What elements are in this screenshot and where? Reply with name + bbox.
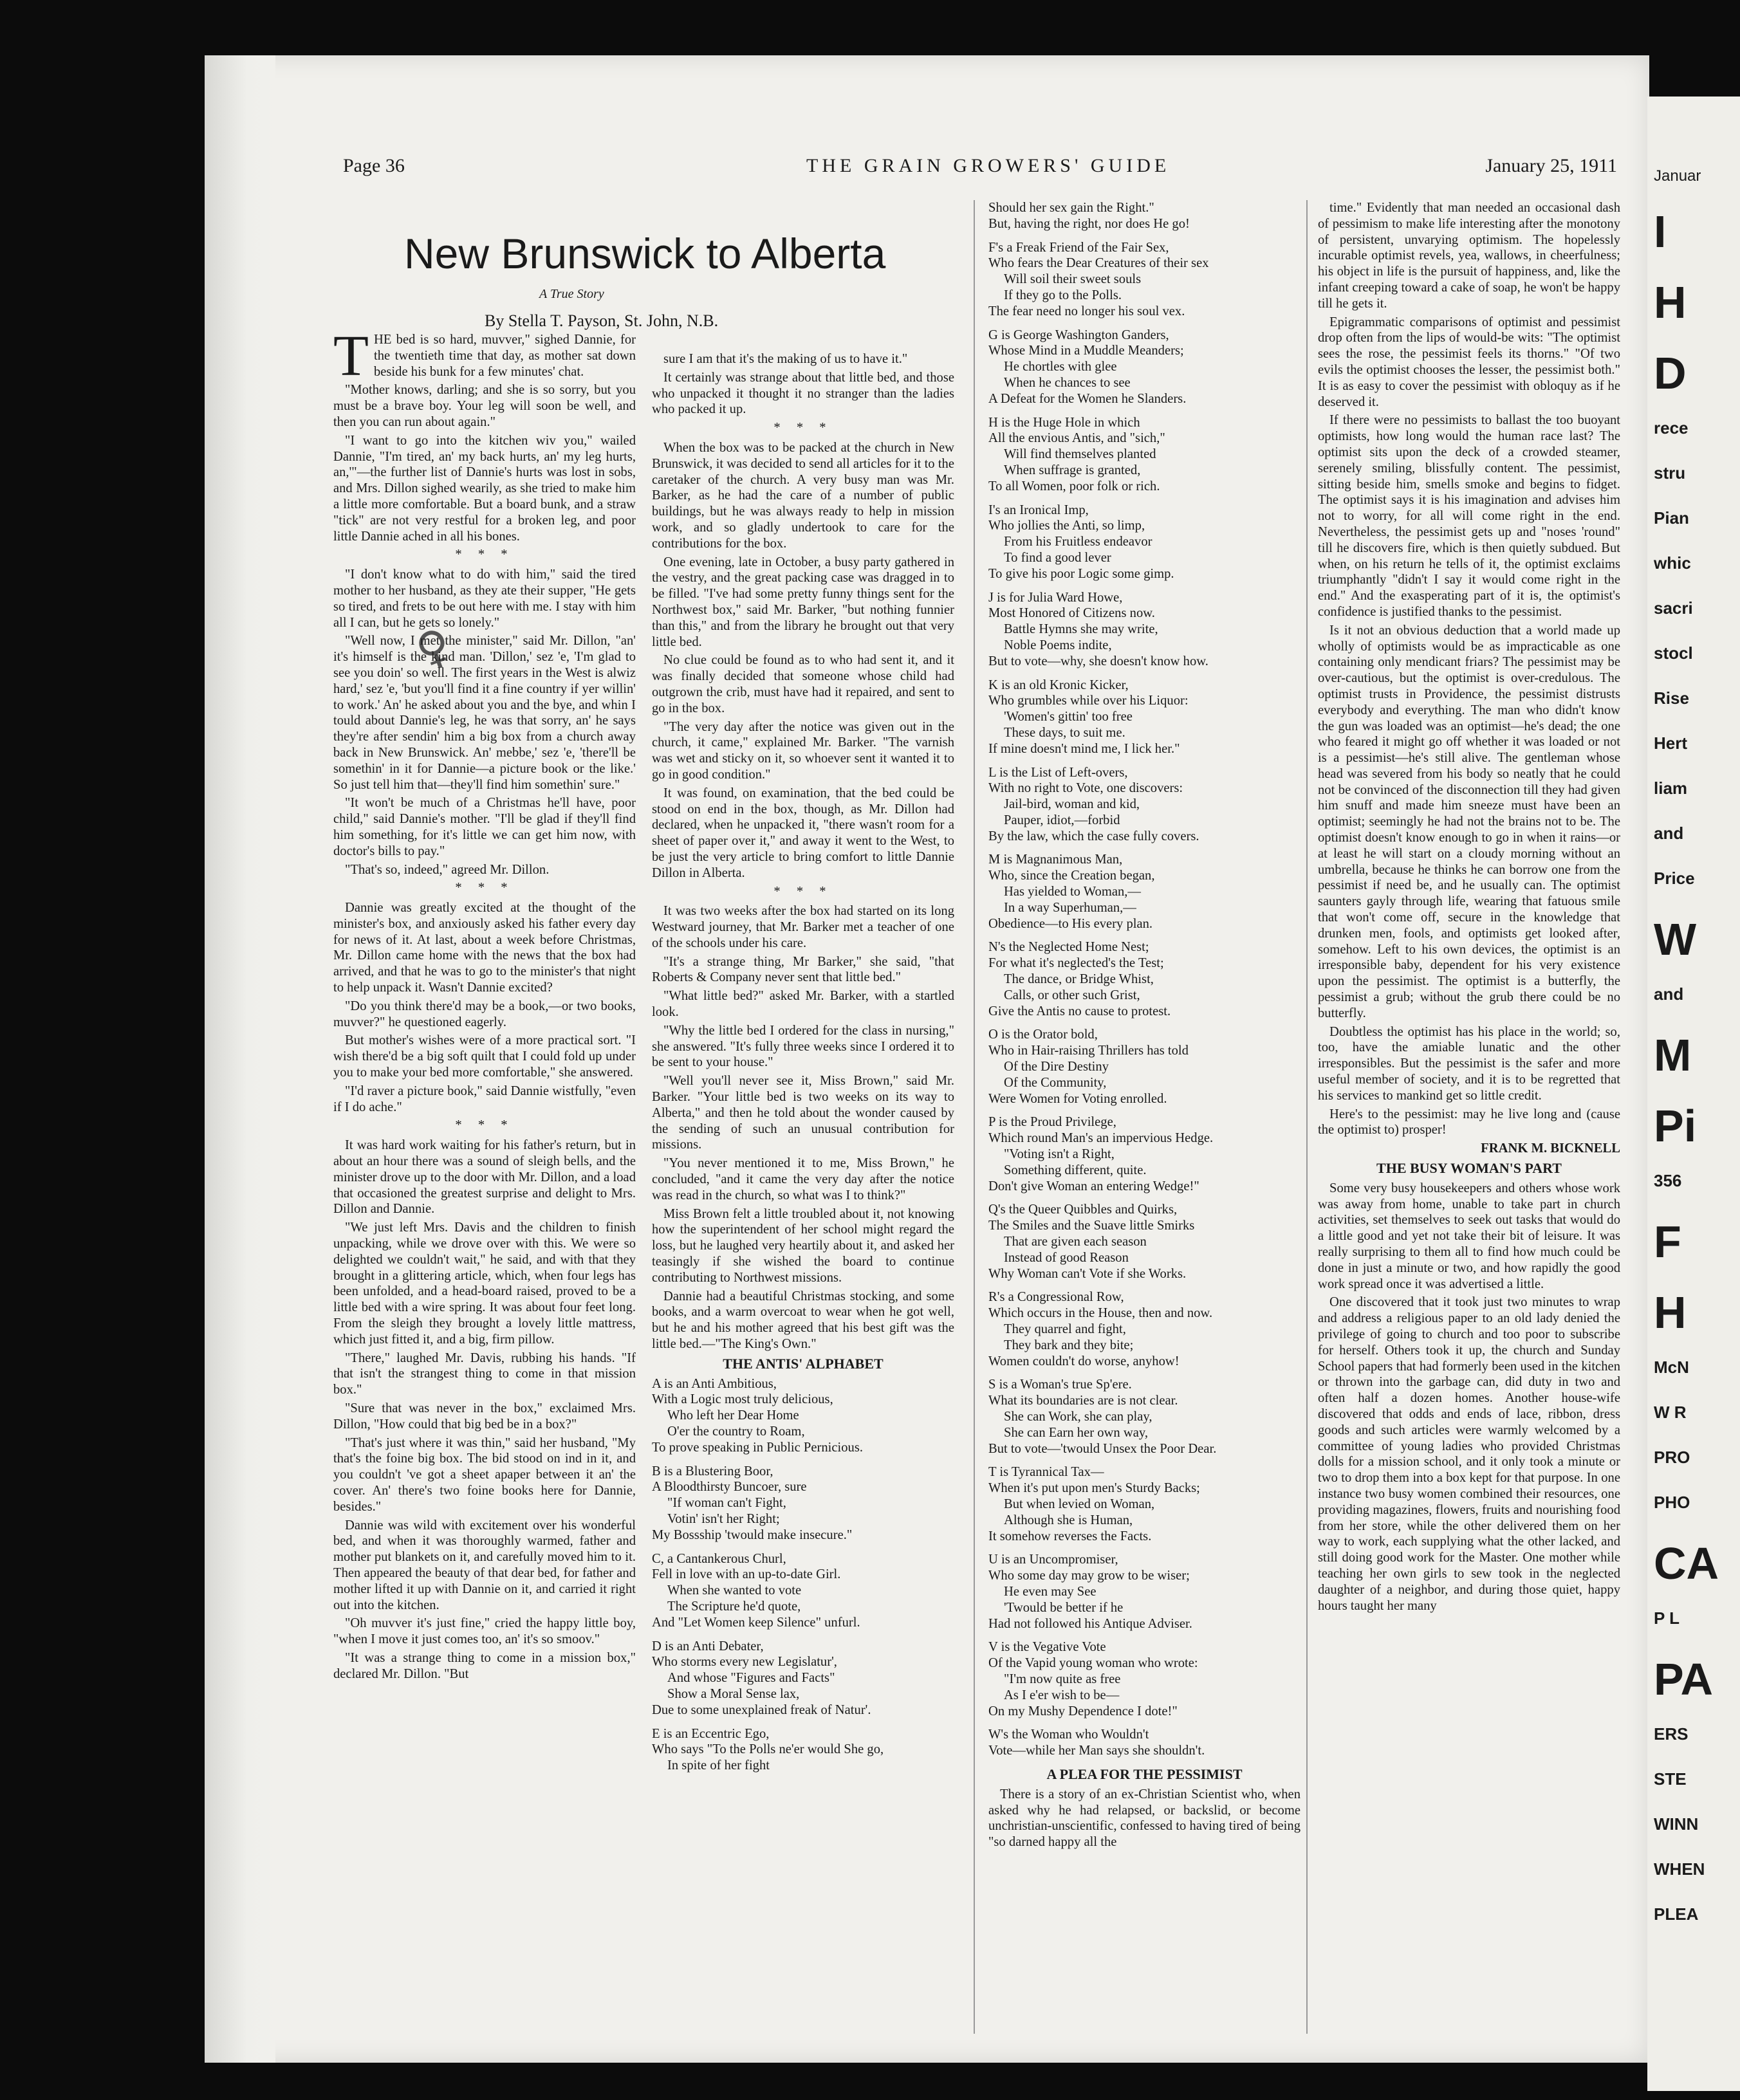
adjacent-page-text: PHO bbox=[1654, 1493, 1690, 1512]
poem-line: Pauper, idiot,—forbid bbox=[1004, 813, 1120, 827]
poem-line: A Defeat for the Women he Slanders. bbox=[988, 391, 1187, 406]
poem-line: What its boundaries are is not clear. bbox=[988, 1394, 1178, 1408]
adjacent-page-text: and bbox=[1654, 984, 1684, 1004]
adjacent-page-text: Hert bbox=[1654, 733, 1688, 753]
adjacent-page-text: sacri bbox=[1654, 598, 1693, 618]
paragraph: But mother's wishes were of a more practical sort. "I wish there'd be a big soft quilt that I could fold up under you to make your bed more comfortable," she answered. bbox=[333, 1033, 636, 1080]
poem-line: Which occurs in the House, then and now. bbox=[988, 1306, 1213, 1321]
poem-line: The fear need no longer his soul vex. bbox=[988, 304, 1185, 318]
poem-stanza bbox=[988, 1289, 1300, 1369]
poem-line: And "Let Women keep Silence" unfurl. bbox=[652, 1615, 860, 1630]
poem-line: If mine doesn't mind me, I lick her." bbox=[988, 741, 1180, 756]
poem-line: For what it's neglected's the Test; bbox=[988, 956, 1164, 971]
paragraph: sure I am that it's the making of us to have it." bbox=[663, 352, 908, 366]
adjacent-page-text: and bbox=[1654, 824, 1684, 843]
poem-line: Who storms every new Legislatur', bbox=[652, 1655, 837, 1670]
poem-line: My Bossship 'twould make insecure." bbox=[652, 1527, 853, 1542]
adjacent-page-text: Pian bbox=[1654, 508, 1689, 528]
poem-line: To prove speaking in Public Pernicious. bbox=[652, 1440, 864, 1455]
paragraph: "Sure that was never in the box," exclaimed Mrs. Dillon, "How could that big bed be in a box?" bbox=[333, 1401, 636, 1432]
poem-line: C, a Cantankerous Churl, bbox=[652, 1551, 786, 1566]
poem-line: D is an Anti Debater, bbox=[652, 1639, 764, 1653]
paragraph: It was found, on examination, that the bed could be stood on end in the box, though, as Mr. Dillon had declared, when he unpacked it, "there wasn't room for a sheet of paper over it," and away it went to the West, to be just the very article to bring comfort to little Dannie Dillon in Alberta. bbox=[652, 786, 954, 880]
poem-line: W's the Woman who Wouldn't bbox=[988, 1727, 1149, 1742]
poem-stanza bbox=[652, 1551, 954, 1631]
poem-stanza bbox=[988, 939, 1300, 1019]
poem-line: S is a Woman's true Sp'ere. bbox=[988, 1377, 1132, 1392]
paragraph: There is a story of an ex-Christian Scientist who, when asked why he had relapsed, or backslid, or become unchristian-unscientific, confessed to having tired of being "so darned happy all the bbox=[988, 1787, 1300, 1850]
poem-line: G is George Washington Ganders, bbox=[988, 327, 1169, 342]
poem-line: As I e'er wish to be— bbox=[1004, 1688, 1120, 1702]
paragraph: "What little bed?" asked Mr. Barker, with a startled look. bbox=[652, 989, 954, 1020]
paragraph: One evening, late in October, a busy party gathered in the vestry, and the great packing case was dragged in to be filled. "I've had some pretty funny things sent for the Northwest box," said Mr. Barker, "but nothing funnier than this," and from the library he brought out that very little bed. bbox=[652, 555, 954, 649]
poem-line: When he chances to see bbox=[1004, 375, 1131, 390]
poem-line: In a way Superhuman,— bbox=[1004, 900, 1136, 915]
poem-stanza bbox=[988, 677, 1300, 757]
poem-line: Who some day may grow to be wiser; bbox=[988, 1569, 1190, 1583]
paragraph: Doubtless the optimist has his place in the world; so, too, have the amiable lunatic and the other irresponsibles. But the pessimist is the safer and more useful member of society, and it is to be regretted that his services to mankind get so little credit. bbox=[1318, 1024, 1620, 1103]
paragraph: "Why the little bed I ordered for the class in nursing," she answered. "It's fully three weeks since I ordered it to be sent to your house." bbox=[652, 1023, 954, 1070]
poem-line: Who fears the Dear Creatures of their sex bbox=[988, 256, 1209, 271]
poem-stanza bbox=[652, 1376, 954, 1456]
poem-stanza bbox=[988, 1639, 1300, 1719]
paragraph: * * * bbox=[455, 548, 514, 562]
poem-line: Who jollies the Anti, so limp, bbox=[988, 519, 1145, 533]
poem-line: Should her sex gain the Right." bbox=[988, 201, 1154, 215]
poem-line: When she wanted to vote bbox=[667, 1583, 802, 1598]
poem-line: I's an Ironical Imp, bbox=[988, 502, 1089, 517]
poem-line: Although she is Human, bbox=[1004, 1513, 1133, 1527]
poem-stanza bbox=[988, 852, 1300, 932]
poem-line: She can Earn her own way, bbox=[1004, 1425, 1148, 1440]
adjacent-page-text: W bbox=[1654, 914, 1697, 964]
poem-line: But when levied on Woman, bbox=[1004, 1497, 1155, 1511]
page-header bbox=[343, 155, 1617, 194]
poem-line: That are given each season bbox=[1004, 1235, 1147, 1249]
paragraph: Epigrammatic comparisons of optimist and pessimist drop often from the lips of would-be wits: "The optimist sees the rose, the pessimist feels its thorns." "Of two evils the optimist chooses the lesser, the pessimist both." It is as easy to cover the pessimist with obloquy as if he deserved it. bbox=[1318, 315, 1620, 409]
adjacent-page-text: W R bbox=[1654, 1403, 1687, 1422]
poem-stanza bbox=[988, 1552, 1300, 1632]
poem-line: She can Work, she can play, bbox=[1004, 1409, 1152, 1424]
paragraph: time." Evidently that man needed an occasional dash of pessimism to make life interesting after the monotony of persistent, unvarying optimism. The hopelessly incurable optimist revels, yea, wallows, in cheerfulness; his object in life is the pursuit of happiness, and, like the infant creeping toward a cake of soap, he won't be happy till he gets it. bbox=[1318, 201, 1620, 311]
column-1 bbox=[333, 332, 636, 1685]
paragraph: * * * bbox=[773, 421, 833, 436]
adjacent-page-text: CA bbox=[1654, 1538, 1719, 1589]
adjacent-page-text: PA bbox=[1654, 1654, 1714, 1704]
adjacent-page-text: STE bbox=[1654, 1769, 1687, 1789]
margin-handwritten-mark: ♀ bbox=[409, 617, 458, 679]
adjacent-page-text: whic bbox=[1654, 553, 1691, 573]
paragraph: "Well now, I met the minister," said Mr. Dillon, "an' it's himself is the kind man. 'Dillon,' sez 'e, 'I'm glad to see you doin' so well. The first years in the West is alwiz hard,' sez 'e, 'but you'll find it a fine country if yer willin' to work.' An' he asked about you and the bye, and whin I tould about Dannie's leg, he was that sorry, an' he says they're after sendin' him a big box from a church away back in New Brunswick. An' mebbe,' sez 'e, 'there'll be somethin' in it for Dannie—a picture book or the like.' So just tell him that—they'll find him somethin' sure." bbox=[333, 634, 636, 792]
paragraph: "The very day after the notice was given out in the church, it came," explained Mr. Barker. "The varnish was wet and sticky on it, so whoever sent it wanted it to go in good condition." bbox=[652, 719, 954, 782]
poem-line: Were Women for Voting enrolled. bbox=[988, 1091, 1167, 1106]
poem-line: V is the Vegative Vote bbox=[988, 1640, 1106, 1655]
paragraph: "It's a strange thing, Mr Barker," she said, "that Roberts & Company never sent that little bed." bbox=[652, 954, 954, 985]
paragraph: No clue could be found as to who had sent it, and it was finally decided that someone whose child had outgrown the crib, must have had it repaired, and sent to go in the box. bbox=[652, 653, 954, 715]
pessimist-plea-heading: A PLEA FOR THE PESSIMIST bbox=[1046, 1765, 1243, 1782]
column-2 bbox=[652, 351, 954, 1782]
paragraph: * * * bbox=[773, 884, 833, 899]
adjacent-page-text: WINN bbox=[1654, 1814, 1699, 1834]
poem-stanza bbox=[652, 1464, 954, 1543]
poem-line: "If woman can't Fight, bbox=[667, 1496, 786, 1511]
paragraph: Dannie had a beautiful Christmas stocking, and some books, and a warm overcoat to wear when he got well, but he and his mother agreed that his best gift was the little bed.—"The King's Own." bbox=[652, 1289, 954, 1352]
poem-line: But, having the right, nor does He go! bbox=[988, 216, 1190, 231]
poem-stanza bbox=[652, 1726, 954, 1774]
poem-line: To all Women, poor folk or rich. bbox=[988, 479, 1160, 493]
poem-line: F's a Freak Friend of the Fair Sex, bbox=[988, 240, 1169, 255]
paragraph: "We just left Mrs. Davis and the children to finish unpacking, while we drove over with this. We were so delighted we couldn't wait," he said, and with that they brought in a glittering article, which, when four legs has been unfolded, and a head-board raised, proved to be a little bed with a wire spring. It was about four feet long. From the sleigh they brought a lovely little mattress, which just fitted it, and a big, firm pillow. bbox=[333, 1220, 636, 1347]
poem-line: 'Twould be better if he bbox=[1004, 1600, 1124, 1615]
paragraph: One discovered that it took just two minutes to wrap and address a religious paper to an old lady denied the privilege of going to church and too poor to subscribe for herself. Others took it up, the church and Sunday School papers that had formerly been used in the kitchen or thrown into the garbage can, did duty in two and often half a dozen homes. Another house-wife discovered that odds and ends of lace, ribbon, dress goods and such articles were warmly welcomed by a committee of young ladies who provided Christmas dolls for a mission school, and it only took a minute or two to drop them into a box kept for that purpose. In one instance two busy women combined their resources, one providing magazines, flowers, fruits and nourishing food from her store, while the other delivered them on her way to work, each supplying what the other lacked, and still doing good work for the Master. One mother while teaching her own girls to sew took in the neglected daughter of a neighbor, and during those quiet, happy hours taught her many bbox=[1318, 1295, 1620, 1613]
poem-stanza bbox=[988, 502, 1300, 582]
poem-line: E is an Eccentric Ego, bbox=[652, 1726, 770, 1741]
adjacent-page-fragment bbox=[1647, 97, 1740, 2091]
paragraph: It certainly was strange about that little bed, and those who unpacked it thought it no stranger than the ladies who packed it up. bbox=[652, 370, 954, 417]
page-number: Page 36 bbox=[343, 155, 405, 176]
poem-line: Give the Antis no cause to protest. bbox=[988, 1004, 1171, 1018]
adjacent-page-text: I bbox=[1654, 207, 1667, 257]
poem-line: Had not followed his Antique Adviser. bbox=[988, 1616, 1192, 1631]
poem-line: M is Magnanimous Man, bbox=[988, 852, 1123, 867]
adjacent-page-text: Rise bbox=[1654, 688, 1689, 708]
adjacent-page-header: Januar bbox=[1654, 167, 1701, 185]
poem-stanza bbox=[988, 200, 1300, 232]
poem-line: Battle Hymns she may write, bbox=[1004, 622, 1158, 637]
poem-line: From his Fruitless endeavor bbox=[1004, 535, 1152, 549]
adjacent-page-text: H bbox=[1654, 277, 1687, 327]
poem-line: If they go to the Polls. bbox=[1004, 288, 1122, 302]
poem-line: Jail-bird, woman and kid, bbox=[1004, 797, 1140, 812]
publication-name: THE GRAIN GROWERS' GUIDE bbox=[806, 155, 1171, 176]
paragraph: "Well you'll never see it, Miss Brown," said Mr. Barker. "Your little bed is two weeks on its way to Alberta," and then he told about the wonder caused by the sending of such an unusual contribution for missions. bbox=[652, 1074, 954, 1152]
paragraph: Is it not an obvious deduction that a world made up wholly of optimists would be as impracticable as one containing only mendicant friars? The pessimist may be over-cautious, but the optimist is over-credulous. The optimist trusts in Providence, the pessimist distrusts everybody and everything. The man who didn't know the gun was loaded was an optimist—he's dead; the one who feared it might go off whether it was loaded or not is a pessimist—he's still alive. The gentleman whose head was severed from his body so neatly that he could not be convinced of the disconnection till they had given him snuff and made him sneeze must have been an optimist; seemingly he had not the brains not to be. The optimist doesn't know enough to go in when it rains—or at least he will start on a cloudy morning without an umbrella, because he thinks he can borrow one from the pessimist if need be, and he usually can. The optimist saunters gayly through life, wearing that fatuous smile that won't come off, secure in the knowledge that drunken men, fools, and optimists get looked after, somehow. Left to his own devices, the optimist is an irresponsible baby, dependent for his very existence upon the pessimist. The optimist is a butterfly, the pessimist a grub; without the grub there could be no butterfly. bbox=[1318, 623, 1620, 1020]
poem-line: N's the Neglected Home Nest; bbox=[988, 940, 1149, 955]
poem-line: By the law, which the case fully covers. bbox=[988, 829, 1199, 843]
adjacent-page-text: liam bbox=[1654, 778, 1688, 798]
poem-line: He even may See bbox=[1004, 1584, 1097, 1599]
poem-line: O'er the country to Roam, bbox=[667, 1424, 805, 1439]
poem-stanza bbox=[988, 327, 1300, 407]
poem-line: But to vote—why, she doesn't know how. bbox=[988, 654, 1208, 668]
poem-stanza bbox=[988, 415, 1300, 495]
poem-line: H is the Huge Hole in which bbox=[988, 415, 1140, 430]
poem-line: With no right to Vote, one discovers: bbox=[988, 781, 1183, 796]
poem-line: Of the Dire Destiny bbox=[1004, 1060, 1109, 1074]
poem-line: Who left her Dear Home bbox=[667, 1408, 799, 1423]
paragraph: When the box was to be packed at the church in New Brunswick, it was decided to send all articles for it to the caretaker of the church. A very busy man was Mr. Barker, as he had the care of a number of public buildings, but he was always ready to help in mission work, and so gladly undertook to care for the contributions for the box. bbox=[652, 440, 954, 551]
poem-stanza bbox=[988, 1464, 1300, 1544]
poem-line: Who says "To the Polls ne'er would She go, bbox=[652, 1742, 884, 1757]
poem-line: They bark and they bite; bbox=[1004, 1338, 1134, 1352]
poem-line: "I'm now quite as free bbox=[1004, 1672, 1121, 1686]
page-binding-shadow bbox=[205, 55, 275, 2063]
poem-line: Obedience—to His every plan. bbox=[988, 916, 1153, 931]
poem-stanza bbox=[988, 1377, 1300, 1457]
adjacent-page-text: D bbox=[1654, 348, 1687, 398]
story-byline: By Stella T. Payson, St. John, N.B. bbox=[485, 311, 719, 330]
paragraph: Dannie was wild with excitement over his wonderful bed, and when it was thoroughly warmed, father and mother put blankets on it, and carefully moved him to it. Then appeared the beauty of that dear bed, for father and mother lifted it up with Dannie on it, and carried it right out into the kitchen. bbox=[333, 1518, 636, 1612]
paragraph: If there were no pessimists to ballast the too buoyant optimists, how long would the human race last? The optimist sits upon the deck of a crowded steamer, serenely smiling, blissfully content. The pessimist, sitting beside him, smells smoke and begins to fidget. The optimist says it is his imagination and advises him not to worry, for all will come right in the end. Nevertheless, the pessimist gets up and "noses 'round" till he discovers fire, which is then quietly subdued. But when, on his return he tells of it, the optimist exclaims triumphantly "didn't I say it would come right in the end." And the exasperating part of it is, the optimist's confidence is justified thanks to the pessimist. bbox=[1318, 413, 1620, 619]
poem-stanza bbox=[988, 1727, 1300, 1759]
column-rule bbox=[974, 200, 975, 2034]
adjacent-page-text: rece bbox=[1654, 418, 1689, 438]
story-title: New Brunswick to Alberta bbox=[404, 230, 886, 277]
poem-line: In spite of her fight bbox=[667, 1758, 770, 1773]
poem-stanza bbox=[988, 1114, 1300, 1194]
poem-line: Don't give Woman an entering Wedge!" bbox=[988, 1179, 1199, 1193]
poem-line: "Voting isn't a Right, bbox=[1004, 1147, 1115, 1162]
poem-line: 'Women's gittin' too free bbox=[1004, 710, 1133, 724]
poem-line: Which round Man's an impervious Hedge. bbox=[988, 1131, 1214, 1146]
paragraph: Miss Brown felt a little troubled about it, not knowing how the superintendent of her school might regard the loss, but he laughed very heartily about it, and asked her teasingly if she wished the board to continue contributing to Northwest missions. bbox=[652, 1206, 954, 1285]
adjacent-page-text: stru bbox=[1654, 463, 1686, 483]
poem-line: Noble Poems indite, bbox=[1004, 638, 1112, 652]
story-subtitle: A True Story bbox=[539, 287, 604, 301]
poem-line: Instead of good Reason bbox=[1004, 1250, 1129, 1265]
poem-line: He chortles with glee bbox=[1004, 360, 1117, 374]
poem-line: Show a Moral Sense lax, bbox=[667, 1686, 800, 1701]
poem-stanza bbox=[988, 240, 1300, 320]
poem-line: Q's the Queer Quibbles and Quirks, bbox=[988, 1202, 1178, 1217]
adjacent-page-text: F bbox=[1654, 1217, 1681, 1267]
poem-line: Who, since the Creation began, bbox=[988, 869, 1155, 883]
paragraph: "I'd raver a picture book," said Dannie wistfully, "even if I do ache." bbox=[333, 1083, 636, 1114]
poem-line: Most Honored of Citizens now. bbox=[988, 606, 1155, 621]
poem-line: On my Mushy Dependence I dote!" bbox=[988, 1704, 1178, 1718]
poem-line: J is for Julia Ward Howe, bbox=[988, 590, 1123, 605]
column-4 bbox=[1318, 200, 1620, 1616]
paragraph: "Oh muvver it's just fine," cried the happy little boy, "when I move it just comes too, an' it's so smoov." bbox=[333, 1616, 636, 1647]
poem-line: The dance, or Bridge Whist, bbox=[1004, 972, 1154, 987]
poem-line: With a Logic most truly delicious, bbox=[652, 1392, 833, 1407]
adjacent-page-text: H bbox=[1654, 1287, 1687, 1338]
paragraph: Dannie was greatly excited at the thought of the minister's box, and anxiously asked his father every day for news of it. At last, about a week before Christmas, Mr. Dillon came home with the news that the box had arrived, and that he was to go to the minister's that night to help unpack it. Wasn't Dannie excited? bbox=[333, 901, 636, 995]
poem-line: Will find themselves planted bbox=[1004, 447, 1156, 462]
poem-line: L is the List of Left-overs, bbox=[988, 765, 1128, 780]
poem-line: Who in Hair-raising Thrillers has told bbox=[988, 1044, 1189, 1058]
newspaper-page bbox=[205, 55, 1649, 2063]
poem-line: R's a Congressional Row, bbox=[988, 1290, 1124, 1305]
poem-line: A is an Anti Ambitious, bbox=[652, 1376, 777, 1391]
poem-line: Something different, quite. bbox=[1004, 1163, 1147, 1177]
poem-stanza bbox=[988, 765, 1300, 845]
antis-alphabet-heading: THE ANTIS' ALPHABET bbox=[723, 1355, 884, 1372]
poem-stanza bbox=[988, 1202, 1300, 1282]
poem-line: And whose "Figures and Facts" bbox=[667, 1671, 835, 1686]
poem-line: P is the Proud Privilege, bbox=[988, 1115, 1116, 1130]
poem-line: But to vote—'twould Unsex the Poor Dear. bbox=[988, 1441, 1217, 1456]
paragraph: "I don't know what to do with him," said the tired mother to her husband, as they ate their supper, "He gets so tired, and frets to be out here with me. I stay with him all I can, but he gets so lonely." bbox=[333, 567, 636, 630]
poem-line: T is Tyrannical Tax— bbox=[988, 1465, 1104, 1480]
adjacent-page-text: Price bbox=[1654, 869, 1695, 888]
issue-date: January 25, 1911 bbox=[1485, 155, 1617, 176]
paragraph: It was hard work waiting for his father's return, but in about an hour there was a sound of sleigh bells, and the minister drove up to the door with Mr. Dillon, and a load that occasioned the greatest surprise and delight to Mrs. Dillon and Dannie. bbox=[333, 1138, 636, 1217]
paragraph: "It won't be much of a Christmas he'll have, poor child," said Dannie's mother. "I'll be glad if they'll find him something, for it's little we can get him now, with doctor's bills to pay." bbox=[333, 796, 636, 858]
paragraph: * * * bbox=[455, 881, 514, 896]
adjacent-page-text: McN bbox=[1654, 1358, 1689, 1377]
poem-line: They quarrel and fight, bbox=[1004, 1322, 1126, 1336]
poem-line: To give his poor Logic some gimp. bbox=[988, 566, 1174, 581]
paragraph: "It was a strange thing to come in a mission box," declared Mr. Dillon. "But bbox=[333, 1650, 636, 1681]
poem-line: Of the Community, bbox=[1004, 1075, 1107, 1090]
poem-line: It somehow reverses the Facts. bbox=[988, 1529, 1152, 1543]
plea-signature: FRANK M. BICKNELL bbox=[1481, 1141, 1620, 1156]
poem-line: Has yielded to Woman,— bbox=[1004, 885, 1142, 899]
poem-line: K is an old Kronic Kicker, bbox=[988, 677, 1129, 692]
poem-line: All the envious Antis, and "sich," bbox=[988, 431, 1165, 446]
paragraph: "You never mentioned it to me, Miss Brown," he concluded, "and it came the very day after the notice was read in the church, so what was I to think?" bbox=[652, 1156, 954, 1202]
story-opening: THE bed is so hard, muvver," sighed Dannie, for the twentieth time that day, as mother sat down beside his bunk for a few minutes' chat. bbox=[333, 332, 636, 388]
adjacent-page-text: PLEA bbox=[1654, 1904, 1699, 1924]
poem-line: The Scripture he'd quote, bbox=[667, 1599, 801, 1614]
paragraph: "That's so, indeed," agreed Mr. Dillon. bbox=[345, 862, 550, 877]
poem-line: O is the Orator bold, bbox=[988, 1027, 1098, 1042]
poem-line: Why Woman can't Vote if she Works. bbox=[988, 1266, 1187, 1281]
adjacent-page-text: PRO bbox=[1654, 1448, 1690, 1467]
poem-line: A Bloodthirsty Buncoer, sure bbox=[652, 1480, 807, 1495]
poem-line: B is a Blustering Boor, bbox=[652, 1464, 773, 1478]
paragraph: It was two weeks after the box had started on its long Westward journey, that Mr. Barker met a teacher of one of the schools under his care. bbox=[652, 904, 954, 950]
poem-line: These days, to suit me. bbox=[1004, 725, 1125, 740]
poem-line: Vote—while her Man says she shouldn't. bbox=[988, 1744, 1205, 1758]
poem-line: Who grumbles while over his Liquor: bbox=[988, 694, 1189, 708]
adjacent-page-text: P L bbox=[1654, 1608, 1680, 1628]
paragraph: "I want to go into the kitchen wiv you," wailed Dannie, "I'm tired, an' my back hurts, an' my leg hurts, an,'"—the further list of Dannie's hurts was lost in sobs, and Mrs. Dillon sighed wearily, as she tried to make him a little more comfortable. But a board bunk, and a straw "tick" are not very restful for a broken leg, and poor little Dannie ached in all his bones. bbox=[333, 433, 636, 544]
adjacent-page-text: ERS bbox=[1654, 1724, 1689, 1744]
poem-line: When it's put upon men's Sturdy Backs; bbox=[988, 1481, 1200, 1496]
paragraph: * * * bbox=[455, 1118, 514, 1133]
poem-line: To find a good lever bbox=[1004, 550, 1111, 565]
adjacent-page-text: 356 bbox=[1654, 1171, 1682, 1190]
busy-woman-heading: THE BUSY WOMAN'S PART bbox=[1376, 1160, 1562, 1177]
poem-line: Votin' isn't her Right; bbox=[667, 1511, 780, 1526]
adjacent-page-text: Pi bbox=[1654, 1101, 1697, 1151]
poem-line: Calls, or other such Grist, bbox=[1004, 988, 1140, 1002]
poem-line: Due to some unexplained freak of Natur'. bbox=[652, 1702, 871, 1717]
paragraph: "That's just where it was thin," said her husband, "My that's the foine big box. The bid stood on ind in it, and you couldn't 've got a sheet apaper between it an' the cover. An' there's two foine books here for Dannie, besides." bbox=[333, 1435, 636, 1514]
paragraph: "There," laughed Mr. Davis, rubbing his hands. "If that isn't the strangest thing to come in that mission box." bbox=[333, 1350, 636, 1397]
poem-line: When suffrage is granted, bbox=[1004, 463, 1141, 477]
poem-line: Will soil their sweet souls bbox=[1004, 272, 1142, 287]
paragraph: Here's to the pessimist: may he live long and (cause the optimist to) prosper! bbox=[1318, 1107, 1620, 1138]
adjacent-page-text: WHEN bbox=[1654, 1859, 1705, 1879]
poem-line: Of the Vapid young woman who wrote: bbox=[988, 1656, 1198, 1671]
column-rule bbox=[1306, 200, 1308, 2034]
paragraph: Some very busy housekeepers and others whose work was away from home, unable to take part in church activities, set themselves to seek out tasks that would do a little good and yet not take their bit of leisure. It was really surprising to them all to find how much could be done in just a minute or two, and how rapidly the good work spread once it was advertised a little. bbox=[1318, 1181, 1620, 1291]
poem-stanza bbox=[652, 1639, 954, 1718]
poem-line: Whose Mind in a Muddle Meanders; bbox=[988, 344, 1184, 358]
adjacent-page-text: stocl bbox=[1654, 643, 1693, 663]
poem-line: Women couldn't do worse, anyhow! bbox=[988, 1354, 1180, 1368]
poem-line: The Smiles and the Suave little Smirks bbox=[988, 1219, 1195, 1233]
poem-line: U is an Uncompromiser, bbox=[988, 1552, 1118, 1567]
poem-stanza bbox=[988, 1027, 1300, 1107]
column-3 bbox=[988, 200, 1300, 1853]
paragraph: "Do you think there'd may be a book,—or two books, muvver?" he questioned eagerly. bbox=[333, 999, 636, 1029]
poem-stanza bbox=[988, 590, 1300, 670]
paragraph: "Mother knows, darling; and she is so sorry, but you must be a brave boy. Your leg will soon be well, and then you can run about again." bbox=[333, 383, 636, 429]
poem-line: Fell in love with an up-to-date Girl. bbox=[652, 1567, 841, 1582]
drop-cap: T bbox=[333, 332, 369, 388]
adjacent-page-text: M bbox=[1654, 1030, 1692, 1080]
